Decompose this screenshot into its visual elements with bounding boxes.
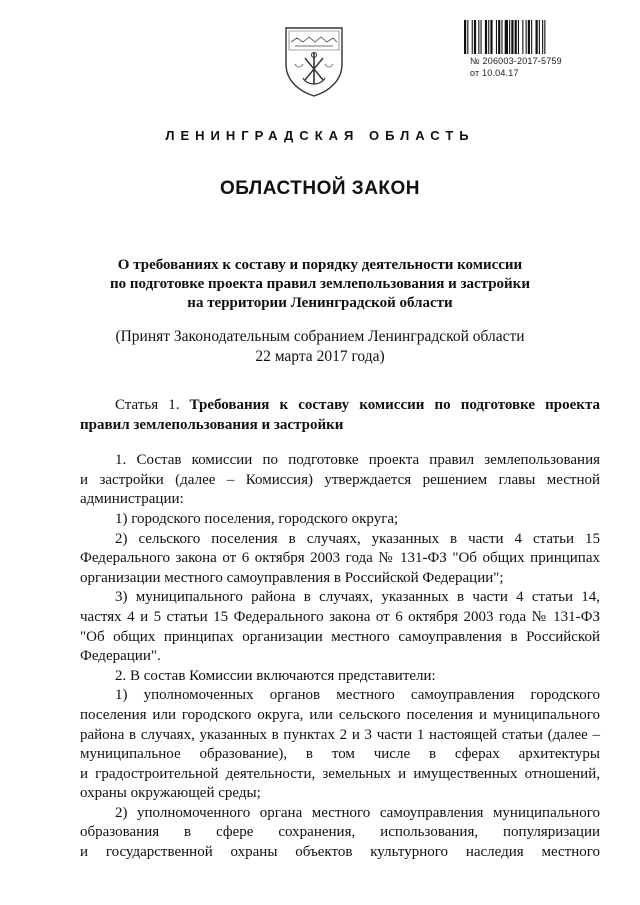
body-paragraphs [80, 451, 600, 862]
law-title-line: О требованиях к составу и порядку деятельности комиссии [117, 257, 523, 273]
document-type-heading: ОБЛАСТНОЙ ЗАКОН [219, 178, 421, 199]
adoption-note [60, 327, 580, 367]
body-line: поселения или городского округа, или сельского поселения и муниципального [80, 706, 600, 723]
body-line: и государственной охраны объектов культурного наследия местного [80, 844, 600, 861]
body-line: и застройки (далее – Комиссия) утверждается решением главы местной [80, 471, 600, 488]
registration-number: № 206003-2017-5759 [470, 56, 562, 66]
body-line: 2. В состав Комиссии включаются представители: [115, 667, 436, 684]
body-line: частях 4 и 5 статьи 15 Федерального закона от 6 октября 2003 года № 131-ФЗ [80, 608, 600, 625]
body-line: и градостроительной деятельности, земельных и имущественных отношений, [80, 765, 600, 782]
law-title [60, 256, 580, 313]
body-line: Федерации". [80, 648, 161, 665]
adoption-line: (Принят Законодательным собранием Ленинградской области [115, 328, 525, 345]
body-line: администрации: [80, 491, 184, 508]
law-title-line: по подготовке проекта правил землепользования и застройки [110, 276, 530, 292]
body-line: муниципальное образование), в том числе в сферах архитектуры [80, 746, 600, 763]
law-body [80, 396, 600, 863]
body-line: охраны окружающей среды; [80, 785, 261, 802]
region-heading: ЛЕНИНГРАДСКАЯ ОБЛАСТЬ [165, 128, 475, 143]
article-heading: Требования к составу комиссии по подготовке проекта [189, 397, 600, 413]
coat-of-arms-icon [283, 24, 345, 98]
adoption-line: 22 марта 2017 года) [255, 348, 385, 365]
registration-date: от 10.04.17 [470, 68, 519, 78]
body-line: организации местного самоуправления в Российской Федерации"; [80, 569, 504, 586]
body-line: "Об общих принципах организации местного самоуправления в Российской [80, 628, 600, 645]
body-line: 1) уполномоченных органов местного самоуправления городского [115, 687, 600, 704]
article-heading-line: правил землепользования и застройки [80, 416, 344, 433]
body-line: 3) муниципального района в случаях, указанных в части 4 статьи 14, [115, 589, 600, 606]
body-line: 1. Состав комиссии по подготовке проекта правил землепользования [115, 452, 600, 469]
article-heading-line [80, 396, 600, 416]
body-line: района в случаях, указанных в пунктах 2 и 3 части 1 настоящей статьи (далее – [80, 726, 600, 743]
body-line: 2) сельского поселения в случаях, указанных в части 4 статьи 15 [115, 530, 600, 547]
body-line: Федерального закона от 6 октября 2003 года № 131-ФЗ "Об общих принципах [80, 550, 600, 567]
body-line: 2) уполномоченного органа местного самоуправления муниципального [115, 804, 600, 821]
body-line: образования в сфере сохранения, использования, популяризации [80, 824, 600, 841]
law-title-line: на территории Ленинградской области [187, 295, 453, 311]
article-prefix: Статья 1. [115, 397, 180, 413]
barcode [462, 20, 602, 54]
body-line: 1) городского поселения, городского округа; [115, 510, 399, 527]
